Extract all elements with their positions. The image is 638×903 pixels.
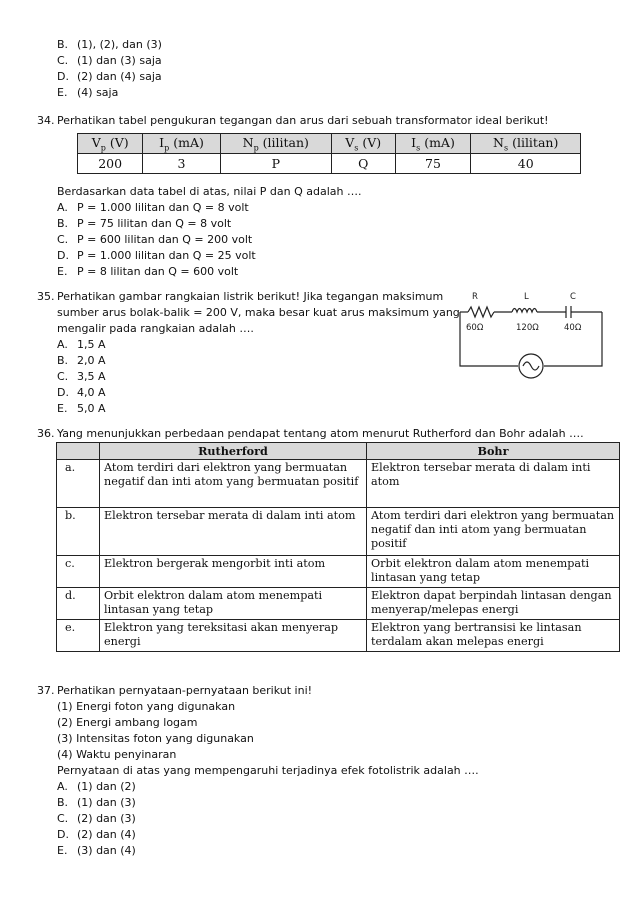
bohr-cell: Elektron dapat berpindah lintasan dengan menyerap/melepas energi	[367, 588, 620, 620]
value-cell: Q	[331, 154, 395, 174]
option-e: E. P = 8 lilitan dan Q = 600 volt	[57, 265, 239, 278]
rutherford-cell: Elektron yang tereksitasi akan menyerap energi	[100, 620, 367, 652]
table-row	[57, 620, 620, 652]
rutherford-cell: Orbit elektron dalam atom menempati lintasan yang tetap	[100, 588, 367, 620]
question-number: 34.	[37, 114, 55, 127]
statement: (1) Energi foton yang digunakan	[57, 700, 236, 713]
value-cell: 200	[78, 154, 143, 174]
option-d: D. 4,0 A	[57, 386, 106, 399]
resistor-value: 60Ω	[466, 323, 484, 333]
bohr-cell: Atom terdiri dari elektron yang bermuatan negatif dan inti atom yang bermuatan positif	[367, 508, 620, 556]
question-text-line: Perhatikan gambar rangkaian listrik berikut! Jika tegangan maksimum	[57, 290, 444, 303]
table-row	[57, 556, 620, 588]
header-cell: $N_p$ (lilitan)	[220, 134, 331, 154]
inductor-symbol	[512, 309, 537, 313]
value-cell: 75	[395, 154, 471, 174]
row-key: d.	[57, 588, 100, 620]
table-header-row	[57, 443, 620, 460]
table-row	[57, 508, 620, 556]
option-b: B. P = 75 lilitan dan Q = 8 volt	[57, 217, 232, 230]
rlc-circuit-diagram	[452, 286, 612, 386]
option-c: C. (2) dan (3)	[57, 812, 136, 825]
statement: (4) Waktu penyinaran	[57, 748, 177, 761]
header-cell: $N_s$ (lilitan)	[471, 134, 581, 154]
option-e: E. (3) dan (4)	[57, 844, 136, 857]
inductor-label: L	[524, 292, 529, 302]
header-cell: $V_p$ (V)	[78, 134, 143, 154]
option-b: B. (1), (2), dan (3)	[57, 38, 162, 51]
row-key: a.	[57, 460, 100, 508]
value-cell: 3	[143, 154, 220, 174]
header-cell: $I_p$ (mA)	[143, 134, 220, 154]
option-e: E. 5,0 A	[57, 402, 106, 415]
statement: (2) Energi ambang logam	[57, 716, 198, 729]
table-row	[57, 460, 620, 508]
row-key: c.	[57, 556, 100, 588]
rutherford-cell: Elektron tersebar merata di dalam inti atom	[100, 508, 367, 556]
question-text: Perhatikan tabel pengukuran tegangan dan arus dari sebuah transformator ideal berikut!	[57, 114, 549, 127]
capacitor-value: 40Ω	[564, 323, 582, 333]
header-cell-rutherford: Rutherford	[100, 443, 367, 460]
header-cell: $V_s$ (V)	[331, 134, 395, 154]
option-c: C. P = 600 lilitan dan Q = 200 volt	[57, 233, 253, 246]
question-text-line: sumber arus bolak-balik = 200 V, maka besar kuat arus maksimum yang	[57, 306, 460, 319]
rutherford-cell: Atom terdiri dari elektron yang bermuatan negatif dan inti atom yang bermuatan positif	[100, 460, 367, 508]
rutherford-cell: Elektron bergerak mengorbit inti atom	[100, 556, 367, 588]
ac-wave-icon	[523, 362, 539, 370]
question-number: 36.	[37, 427, 55, 440]
capacitor-label: C	[570, 292, 576, 302]
transformer-table	[77, 133, 581, 174]
table-row	[57, 588, 620, 620]
value-cell: 40	[471, 154, 581, 174]
option-c: C. 3,5 A	[57, 370, 106, 383]
resistor-label: R	[472, 292, 478, 302]
question-text-line: mengalir pada rangkaian adalah ….	[57, 322, 254, 335]
option-a: A. (1) dan (2)	[57, 780, 136, 793]
option-a: A. 1,5 A	[57, 338, 106, 351]
option-a: A. P = 1.000 lilitan dan Q = 8 volt	[57, 201, 249, 214]
option-d: D. P = 1.000 lilitan dan Q = 25 volt	[57, 249, 256, 262]
bohr-cell: Elektron tersebar merata di dalam inti atom	[367, 460, 620, 508]
bohr-cell: Orbit elektron dalam atom menempati lintasan yang tetap	[367, 556, 620, 588]
header-cell	[57, 443, 100, 460]
question-number: 37.	[37, 684, 55, 697]
question-text: Yang menunjukkan perbedaan pendapat tentang atom menurut Rutherford dan Bohr adalah ….	[57, 427, 584, 440]
inductor-value: 120Ω	[516, 323, 539, 333]
question-prompt: Pernyataan di atas yang mempengaruhi terjadinya efek fotolistrik adalah ….	[57, 764, 479, 777]
option-d: D. (2) dan (4) saja	[57, 70, 162, 83]
question-prompt: Berdasarkan data tabel di atas, nilai P dan Q adalah ….	[57, 185, 362, 198]
resistor-symbol	[468, 307, 494, 317]
header-cell-bohr: Bohr	[367, 443, 620, 460]
option-c: C. (1) dan (3) saja	[57, 54, 162, 67]
header-cell: $I_s$ (mA)	[395, 134, 471, 154]
circuit-wire	[460, 312, 518, 366]
statement: (3) Intensitas foton yang digunakan	[57, 732, 254, 745]
table-row	[78, 154, 581, 174]
table-header-row	[78, 134, 581, 154]
question-text: Perhatikan pernyataan-pernyataan berikut ini!	[57, 684, 313, 697]
row-key: b.	[57, 508, 100, 556]
circuit-wire	[544, 312, 602, 366]
question-number: 35.	[37, 290, 55, 303]
option-b: B. 2,0 A	[57, 354, 106, 367]
row-key: e.	[57, 620, 100, 652]
option-e: E. (4) saja	[57, 86, 119, 99]
value-cell: P	[220, 154, 331, 174]
option-b: B. (1) dan (3)	[57, 796, 136, 809]
bohr-cell: Elektron yang bertransisi ke lintasan terdalam akan melepas energi	[367, 620, 620, 652]
capacitor-symbol	[566, 306, 571, 318]
option-d: D. (2) dan (4)	[57, 828, 136, 841]
atom-model-table	[56, 442, 620, 652]
